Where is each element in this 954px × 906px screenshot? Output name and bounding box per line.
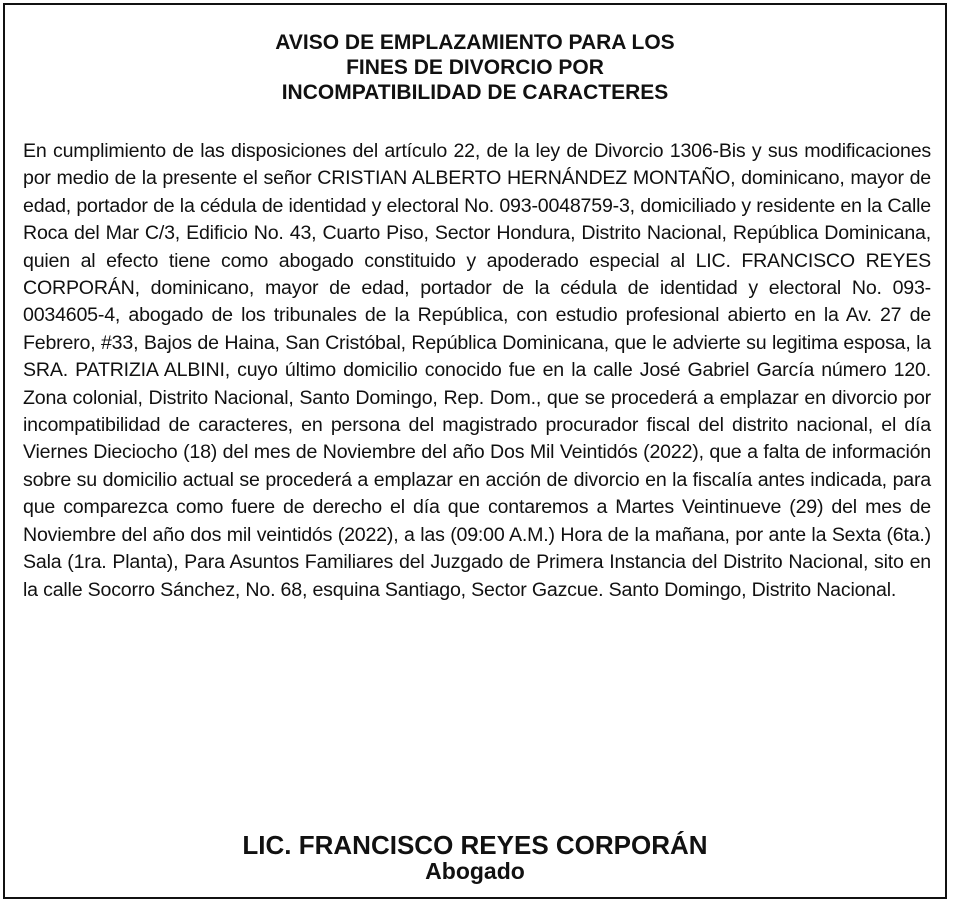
title-line-3: INCOMPATIBILIDAD DE CARACTERES [281, 81, 669, 104]
title-line-2: FINES DE DIVORCIO POR [346, 56, 604, 79]
notice-title [5, 30, 945, 105]
signature-role: Abogado [425, 858, 525, 884]
signature-name: LIC. FRANCISCO REYES CORPORÁN [242, 830, 708, 860]
notice-body: En cumplimiento de las disposiciones del artículo 22, de la ley de Divorcio 1306-Bis y sus modificaciones por medio de la presente el señor CRISTIAN ALBERTO HERNÁNDEZ MONTAÑO, dominicano, mayor de edad, portador de la cédula de identidad y electoral No. 093-0048759-3, domiciliado y residente en la Calle Roca del Mar C/3, Edificio No. 43, Cuarto Piso, Sector Hondura, Distrito Nacional, República Dominicana, quien al efecto tiene como abogado constituido y apoderado especial al LIC. FRANCISCO REYES CORPORÁN, dominicano, mayor de edad, portador de la cédula de identidad y electoral No. 093-0034605-4, abogado de los tribunales de la República, con estudio profesional abierto en la Av. 27 de Febrero, #33, Bajos de Haina, San Cristóbal, República Dominicana, que le advierte su legitima esposa, la SRA. PATRIZIA ALBINI, cuyo último domicilio conocido fue en la calle José Gabriel García número 120. Zona colonial, Distrito Nacional, Santo Domingo, Rep. Dom., que se procederá a emplazar en divorcio por incompatibilidad de caracteres, en persona del magistrado procurador fiscal del distrito nacional, el día Viernes Dieciocho (18) del mes de Noviembre del año Dos Mil Veintidós (2022), que a falta de información sobre su domicilio actual se procederá a emplazar en acción de divorcio en la fiscalía antes indicada, para que comparezca como fuere de derecho el día que contaremos a Martes Veintinueve (29) del mes de Noviembre del año dos mil veintidós (2022), a las (09:00 A.M.) Hora de la mañana, por ante la Sexta (6ta.) Sala (1ra. Planta), Para Asuntos Familiares del Juzgado de Primera Instancia del Distrito Nacional, sito en la calle Socorro Sánchez, No. 68, esquina Santiago, Sector Gazcue. Santo Domingo, Distrito Nacional. [23, 140, 931, 601]
notice-frame [3, 3, 947, 899]
signature-block [5, 831, 945, 884]
title-line-1: AVISO DE EMPLAZAMIENTO PARA LOS [275, 31, 675, 54]
